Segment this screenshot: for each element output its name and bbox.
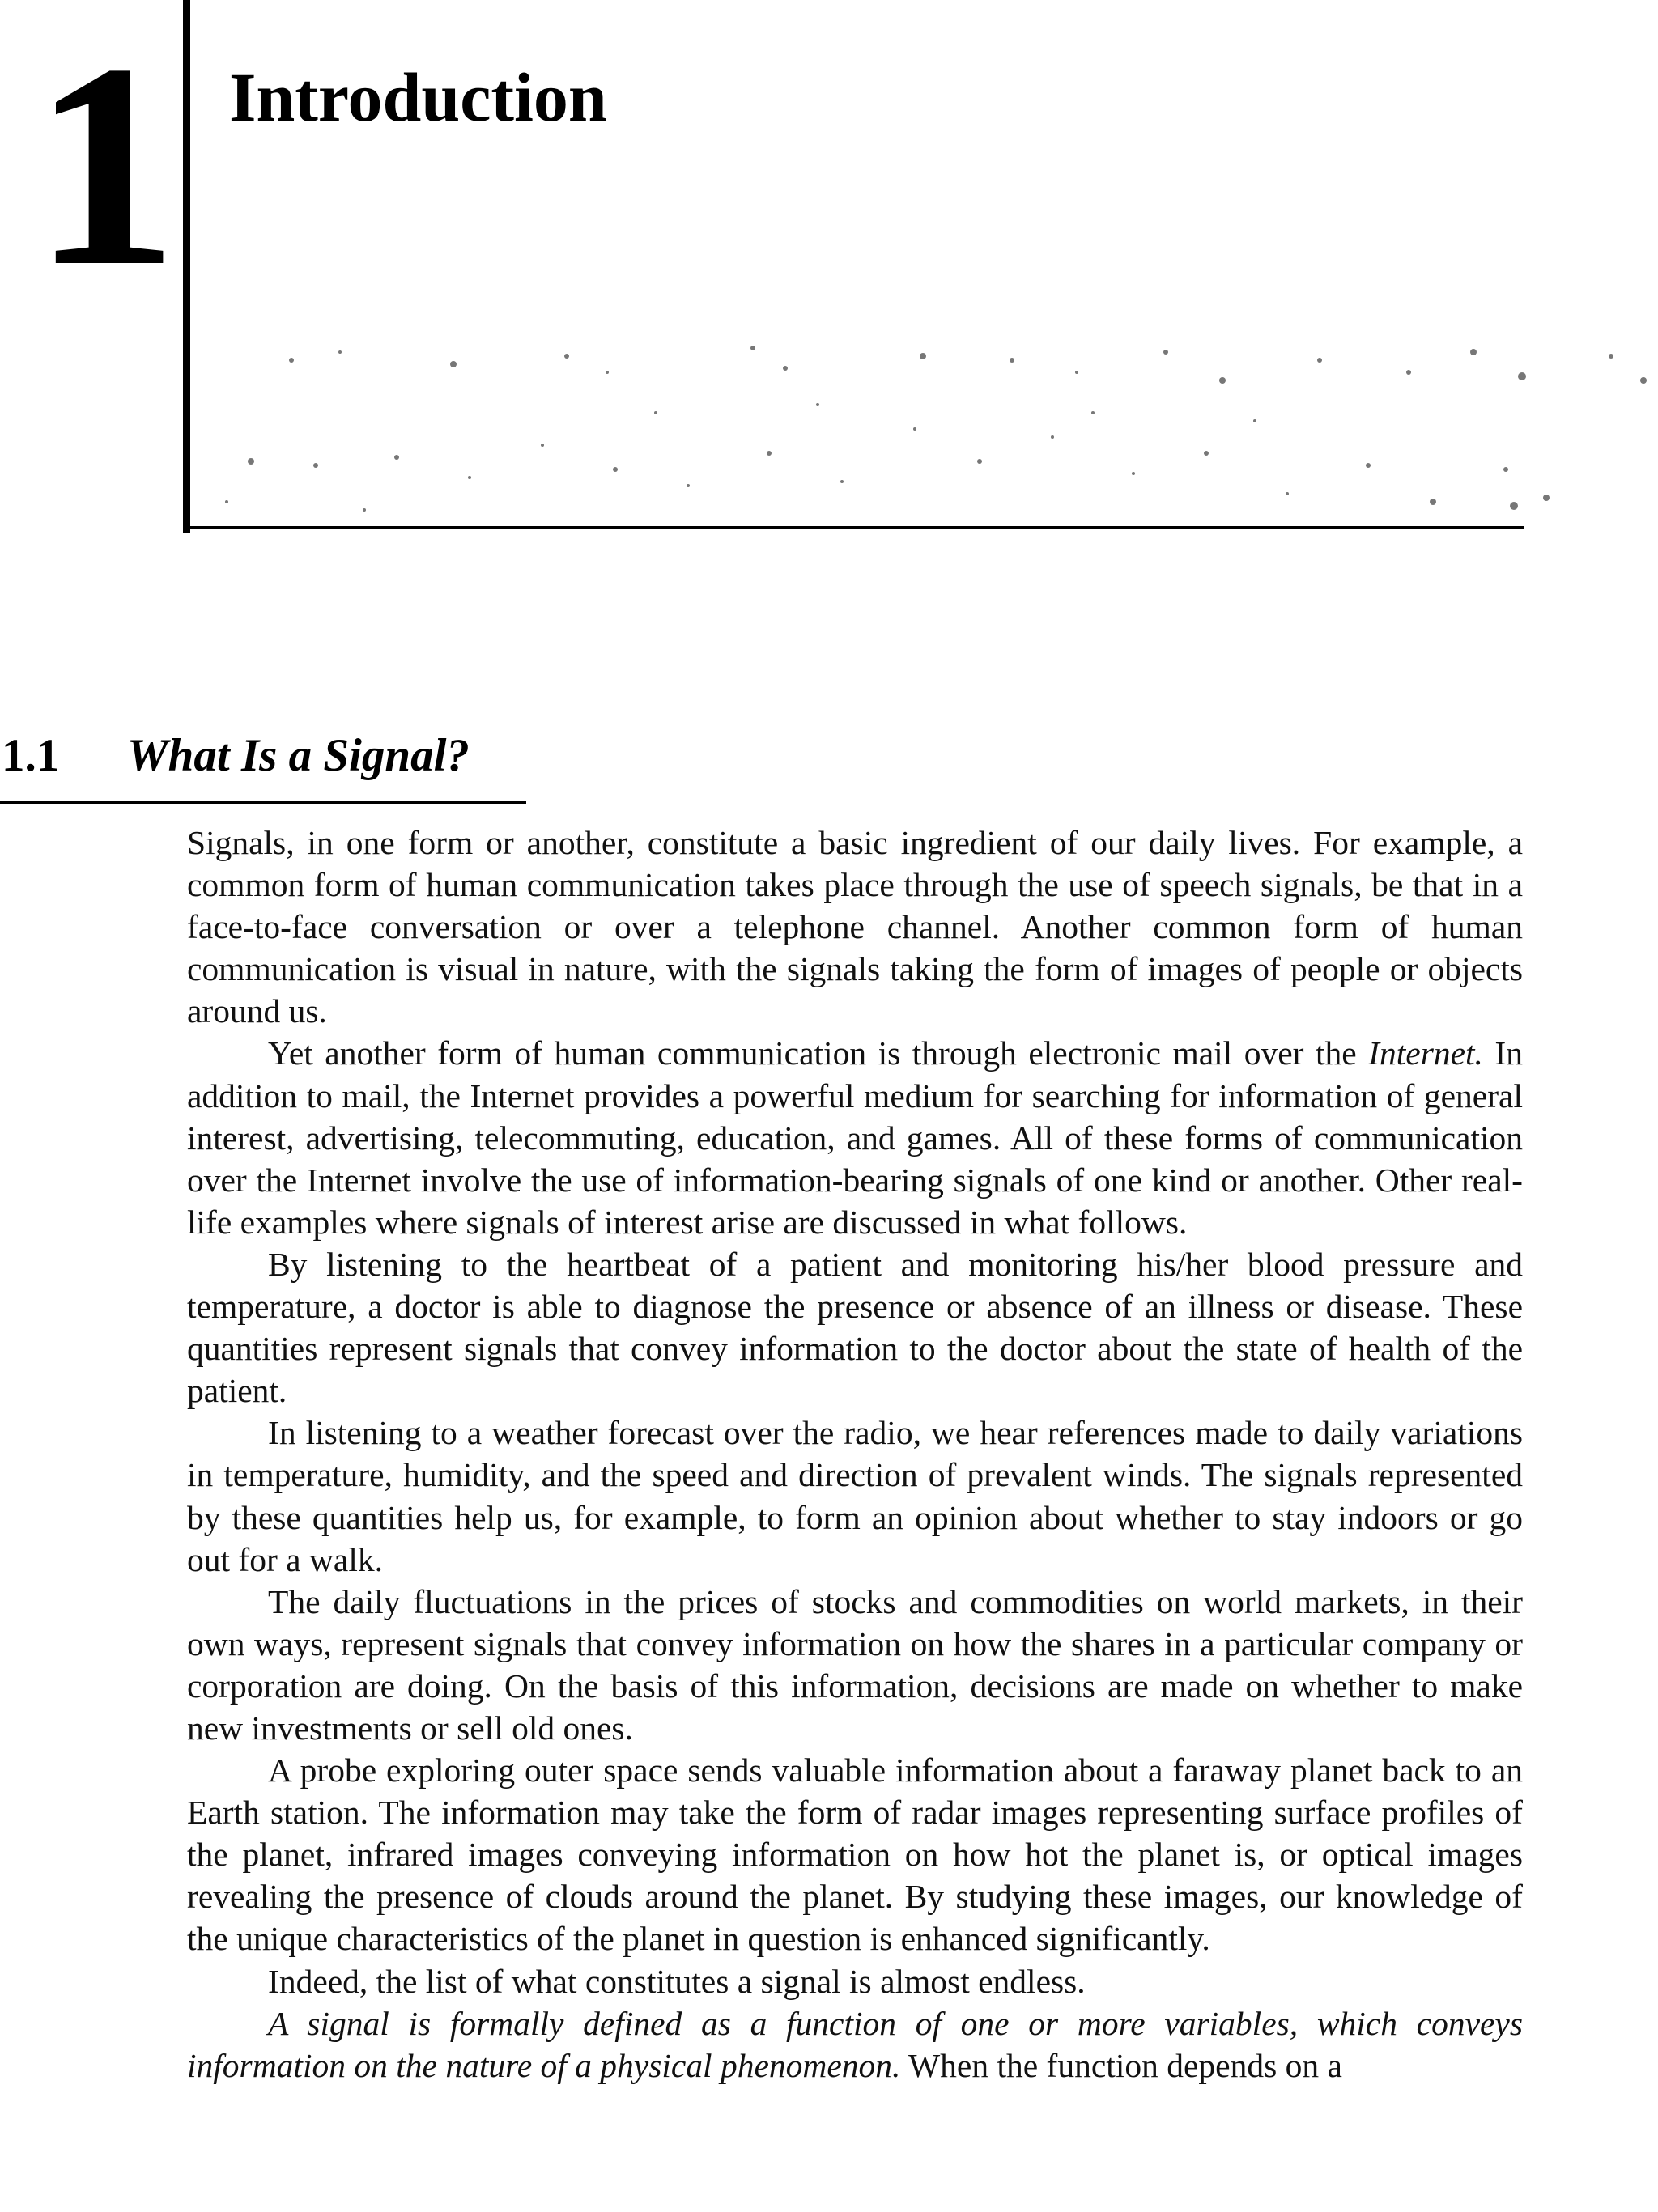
chapter-horizontal-rule: [183, 526, 1524, 529]
chapter-title: Introduction: [229, 58, 607, 136]
paragraph: A probe exploring outer space sends valuable information about a faraway planet back to an Earth station. The information may take the form of radar images representing surface profiles of the planet, infrared images conveying information on how hot the planet is, or optical images revealing the presence of clouds around the planet. By studying these images, our knowledge of the unique characteristics of the planet in question is enhanced significantly.: [187, 1751, 1523, 1958]
section-title: What Is a Signal?: [127, 730, 470, 781]
paragraph: In listening to a weather forecast over the radio, we hear references made to daily variations in temperature, humidity, and the speed and direction of prevalent winds. The signals represented by these quantities help us, for example, to form an opinion about whether to stay indoors or go out for a walk.: [187, 1414, 1523, 1578]
body-text: [187, 822, 1523, 2087]
chapter-number: 1: [32, 3, 170, 326]
chapter-vertical-rule: [183, 0, 190, 533]
paragraph: The daily fluctuations in the prices of stocks and commodities on world markets, in their own ways, represent signals that convey information on how the shares in a particular company or corporation are doing. On the basis of this information, decisions are made on whether to make new investments or sell old ones.: [187, 1582, 1523, 1747]
section-number: 1.1: [2, 730, 60, 781]
section-heading: [0, 720, 526, 804]
decorative-speckle-pattern: [202, 324, 1658, 526]
paragraph: Signals, in one form or another, constitute a basic ingredient of our daily lives. For example, a common form of human communication takes place through the use of speech signals, be that in a face-to-face conversation or over a telephone channel. Another common form of human communication is visual in nature, with the signals taking the form of images of people or objects around us.: [187, 824, 1523, 1030]
definition-paragraph: A signal is formally defined as a function of one or more variables, which conveys information on the nature of a physical phenomenon. When the function depends on a: [187, 2004, 1523, 2084]
paragraph: Indeed, the list of what constitutes a signal is almost endless.: [268, 1962, 1086, 2000]
paragraph: Yet another form of human communication is through electronic mail over the Internet. In addition to mail, the Internet provides a powerful medium for searching for information of general interest, advertising, telecommuting, education, and games. All of these forms of communication over the Internet involve the use of information-bearing signals of one kind or another. Other real-life examples where signals of interest arise are discussed in what follows.: [187, 1034, 1523, 1241]
paragraph: By listening to the heartbeat of a patient and monitoring his/her blood pressure and temperature, a doctor is able to diagnose the presence or absence of an illness or disease. These quantities represent signals that convey information to the doctor about the state of health of the patient.: [187, 1245, 1523, 1410]
